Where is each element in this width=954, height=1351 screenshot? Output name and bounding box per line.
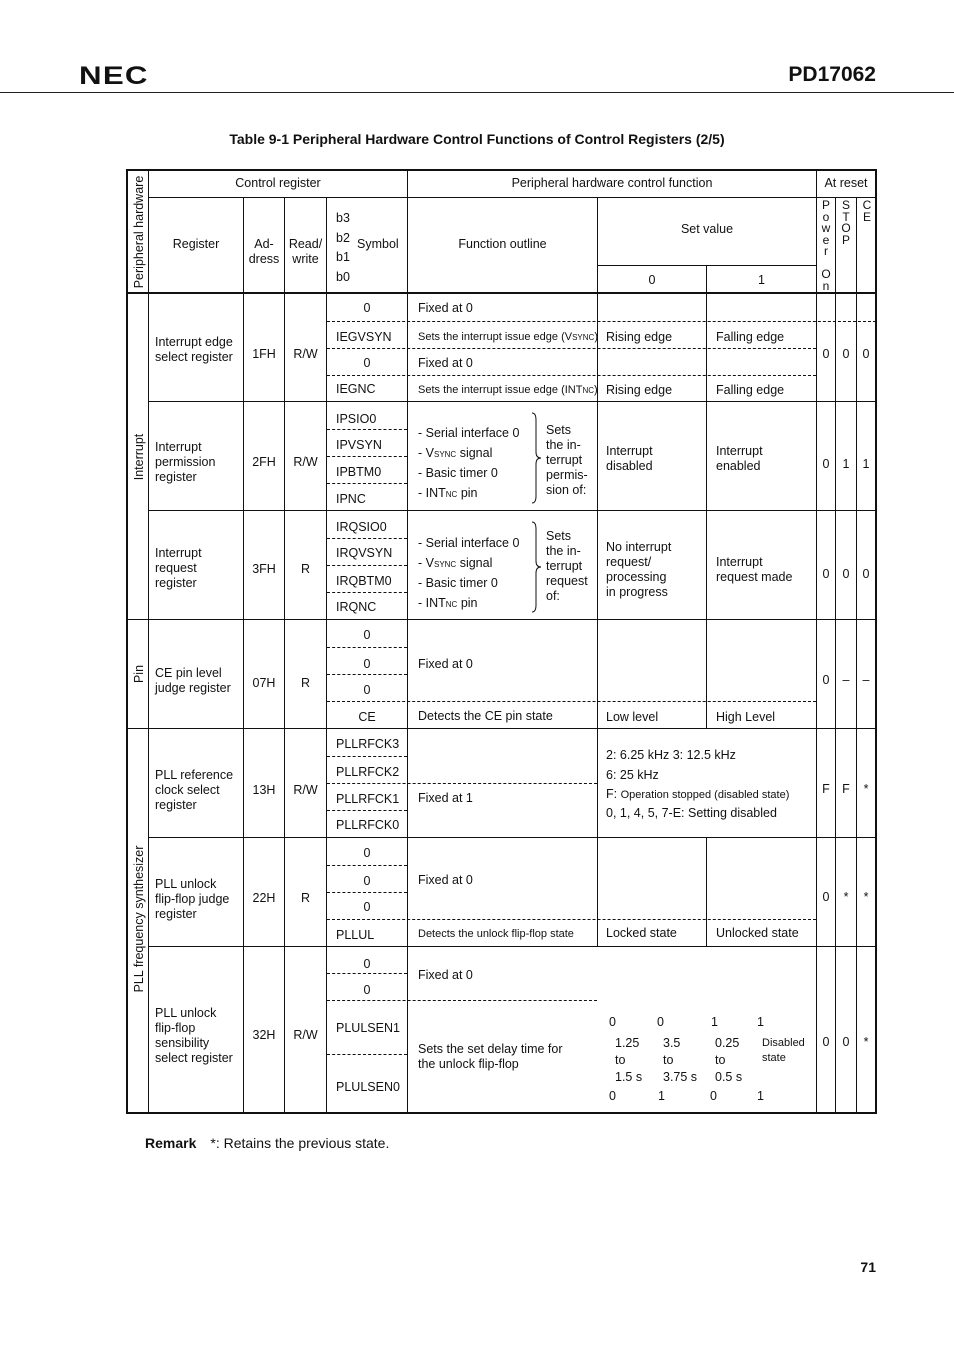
peripheral-hardware-header: Peripheral hardware — [132, 175, 146, 289]
register-name: Interrupt request register — [155, 546, 202, 590]
read-write: R — [300, 676, 311, 690]
set-value-1: High Level — [716, 710, 776, 724]
set-value-list: 6: 25 kHz — [606, 768, 659, 782]
function-text: Sets the interrupt issue edge (VSYNC) — [418, 331, 598, 343]
function-text: Fixed at 0 — [418, 356, 473, 370]
address: 13H — [252, 783, 276, 797]
symbol: PLLRFCK1 — [336, 792, 400, 806]
page-number: 71 — [860, 1259, 876, 1275]
symbol: 0 — [363, 657, 371, 671]
reset-power-on: 0 — [822, 347, 830, 361]
reset-ce: * — [863, 890, 869, 904]
read-write: R/W — [293, 455, 318, 469]
function-text: Fixed at 0 — [418, 968, 473, 982]
reset-stop: 1 — [842, 457, 850, 471]
power-on-header: P o w e r O n — [821, 198, 831, 293]
remark-text: *: Retains the previous state. — [210, 1135, 390, 1151]
symbol: CE — [358, 710, 376, 724]
delay-option: Disabled state — [762, 1037, 805, 1064]
part-number: PD17062 — [788, 63, 876, 86]
header-rule — [0, 92, 954, 93]
symbol: IPSIO0 — [336, 412, 377, 426]
symbol: IRQNC — [336, 600, 377, 614]
set-value-0: Locked state — [606, 926, 677, 940]
bit-value: 1 — [757, 1089, 764, 1103]
symbol: IRQSIO0 — [336, 520, 387, 534]
bit-value: 1 — [711, 1015, 718, 1029]
bit-value: 1 — [757, 1015, 764, 1029]
register-name: Interrupt permission register — [155, 440, 216, 484]
symbol: 0 — [363, 874, 371, 888]
reset-stop: 0 — [842, 567, 850, 581]
address: 3FH — [252, 562, 276, 576]
reset-power-on: 0 — [822, 673, 830, 687]
symbol: IEGNC — [336, 382, 376, 396]
group-pin: Pin — [132, 664, 146, 684]
bit-value: 0 — [609, 1089, 616, 1103]
nec-logo: NEC — [79, 62, 149, 90]
reset-stop: – — [842, 673, 850, 687]
address: 1FH — [252, 347, 276, 361]
function-text: Detects the unlock flip-flop state — [418, 928, 574, 940]
read-write: R/W — [293, 347, 318, 361]
set-value-1: Interrupt enabled — [716, 444, 763, 473]
read-write: R/W — [293, 1028, 318, 1042]
reset-ce: 1 — [862, 457, 870, 471]
symbol: PLLRFCK3 — [336, 737, 400, 751]
symbol: 0 — [363, 356, 371, 370]
reset-ce: * — [863, 782, 869, 796]
set-value-header: Set value — [680, 222, 734, 236]
brace-icon — [530, 412, 542, 504]
stop-header: S T O P — [841, 198, 851, 247]
function-text: Fixed at 0 — [418, 301, 473, 315]
symbol: 0 — [363, 301, 371, 315]
address: 07H — [252, 676, 276, 690]
set-value-1: Falling edge — [716, 330, 785, 344]
symbol: PLULSEN1 — [336, 1021, 400, 1035]
address: 2FH — [252, 455, 276, 469]
delay-option: 0.25 to 0.5 s — [715, 1036, 743, 1084]
register-name: CE pin level judge register — [155, 666, 231, 695]
bit-value: 0 — [657, 1015, 664, 1029]
symbol-header: Symbol — [357, 237, 399, 251]
table-caption: Table 9-1 Peripheral Hardware Control Functions of Control Registers (2/5) — [229, 131, 725, 147]
reset-ce: – — [862, 673, 870, 687]
set-value-list: F: Operation stopped (disabled state) — [606, 787, 790, 801]
reset-stop: F — [842, 782, 850, 796]
symbol: 0 — [363, 683, 371, 697]
reset-power-on: 0 — [822, 567, 830, 581]
register-name: PLL unlock flip-flop judge register — [155, 877, 230, 921]
delay-option: 1.25 to 1.5 s — [615, 1036, 643, 1084]
source-list: - Serial interface 0 - VSYNC signal - Basic timer 0 - INTNC pin — [418, 536, 520, 610]
function-text: Fixed at 0 — [418, 657, 473, 671]
set-value-1: Interrupt request made — [716, 555, 793, 584]
peripheral-function-header: Peripheral hardware control function — [511, 176, 713, 190]
function-text: Sets the interrupt issue edge (INTNC) — [418, 384, 598, 396]
reset-power-on: 0 — [822, 890, 830, 904]
brace-icon — [530, 521, 542, 613]
symbol: 0 — [363, 900, 371, 914]
symbol: IRQVSYN — [336, 546, 393, 560]
symbol: IPNC — [336, 492, 366, 506]
function-text: Fixed at 1 — [418, 791, 473, 805]
bit-value: 0 — [609, 1015, 616, 1029]
set-value-1-header: 1 — [758, 273, 765, 287]
set-value-0-header: 0 — [648, 273, 656, 287]
set-value-0: Low level — [606, 710, 659, 724]
function-outline-header: Function outline — [458, 237, 547, 251]
set-value-list: 2: 6.25 kHz 3: 12.5 kHz — [606, 748, 736, 762]
symbol: PLLRFCK2 — [336, 765, 400, 779]
function-text: Sets the set delay time for the unlock flip-flop — [418, 1042, 563, 1071]
symbol: IPBTM0 — [336, 465, 382, 479]
register-name: PLL reference clock select register — [155, 768, 234, 812]
control-register-header: Control register — [235, 176, 321, 190]
at-reset-header: At reset — [824, 176, 868, 190]
symbol: PLULSEN0 — [336, 1080, 400, 1094]
ce-header: C E — [862, 198, 872, 224]
reset-stop: * — [843, 890, 849, 904]
set-value-0: No interrupt request/ processing in progress — [606, 540, 672, 599]
bits-header: b3 b2 b1 b0 — [336, 211, 350, 284]
symbol: PLLRFCK0 — [336, 818, 400, 832]
address-header: Ad- dress — [248, 237, 280, 266]
reset-ce: 0 — [862, 347, 870, 361]
set-value-0: Interrupt disabled — [606, 444, 653, 473]
read-write-header: Read/ write — [288, 237, 323, 266]
set-value-0: Rising edge — [606, 330, 673, 344]
reset-stop: 0 — [842, 1035, 850, 1049]
register-name: Interrupt edge select register — [155, 335, 233, 364]
symbol: IEGVSYN — [336, 330, 392, 344]
brace-text: Sets the in- terrupt permis- sion of: — [546, 423, 588, 497]
reset-power-on: 0 — [822, 457, 830, 471]
reset-power-on: F — [822, 782, 830, 796]
reset-ce: 0 — [862, 567, 870, 581]
reset-power-on: 0 — [822, 1035, 830, 1049]
read-write: R — [300, 891, 311, 905]
set-value-list: 0, 1, 4, 5, 7-E: Setting disabled — [606, 806, 777, 820]
set-value-1: Falling edge — [716, 383, 785, 397]
bit-value: 0 — [710, 1089, 717, 1103]
register-name: PLL unlock flip-flop sensibility select register — [155, 1006, 233, 1065]
reset-stop: 0 — [842, 347, 850, 361]
read-write: R — [300, 562, 311, 576]
delay-option: 3.5 to 3.75 s — [663, 1036, 698, 1084]
address: 22H — [252, 891, 276, 905]
register-header: Register — [172, 237, 220, 251]
symbol: 0 — [363, 983, 371, 997]
set-value-0: Rising edge — [606, 383, 673, 397]
remark — [145, 1135, 389, 1151]
symbol: IPVSYN — [336, 438, 382, 452]
symbol: 0 — [363, 628, 371, 642]
read-write: R/W — [293, 783, 318, 797]
remark-label: Remark — [145, 1135, 197, 1151]
address: 32H — [252, 1028, 276, 1042]
reset-ce: * — [863, 1035, 869, 1049]
control-register-table — [126, 169, 877, 1114]
group-interrupt: Interrupt — [132, 433, 146, 481]
bit-value: 1 — [658, 1089, 665, 1103]
symbol: IRQBTM0 — [336, 574, 392, 588]
brace-text: Sets the in- terrupt request of: — [546, 529, 588, 603]
function-text: Fixed at 0 — [418, 873, 473, 887]
set-value-1: Unlocked state — [716, 926, 799, 940]
source-list: - Serial interface 0 - VSYNC signal - Basic timer 0 - INTNC pin — [418, 426, 520, 500]
symbol: 0 — [363, 846, 371, 860]
function-text: Detects the CE pin state — [418, 709, 553, 723]
group-pll: PLL frequency synthesizer — [132, 845, 146, 993]
symbol: 0 — [363, 957, 371, 971]
symbol: PLLUL — [336, 928, 375, 942]
